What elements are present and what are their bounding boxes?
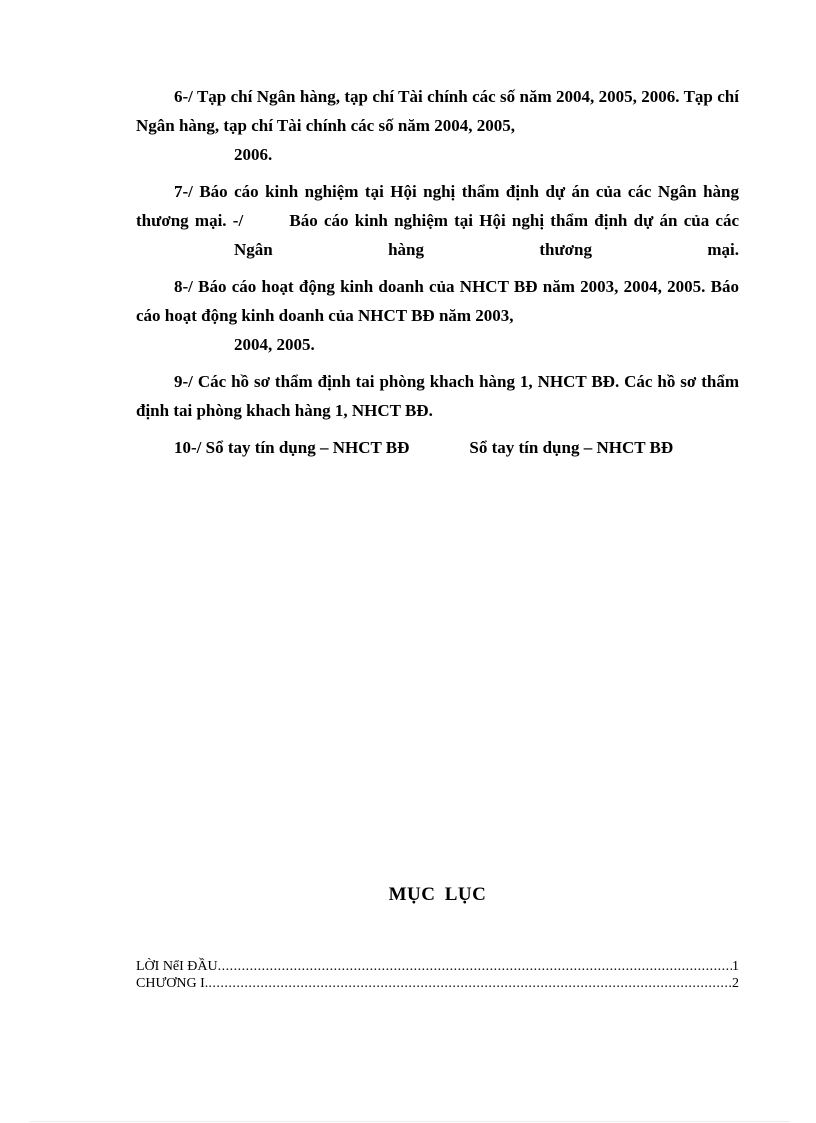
toc-entry-label: LỜI NểI ĐẦU xyxy=(136,959,218,974)
reference-item-7 xyxy=(136,177,739,264)
reference-text: 10-/ Sổ tay tín dụng – NHCT BĐ xyxy=(174,438,410,457)
toc-entry-page: 2 xyxy=(732,976,739,991)
reference-text-duplicate: Tạp chí Ngân hàng, tạp chí Tài chính các số năm 2004, 2005, xyxy=(136,87,739,135)
reference-continuation: 2004, 2005. xyxy=(234,335,315,354)
reference-text-duplicate: Sổ tay tín dụng – NHCT BĐ xyxy=(469,438,674,457)
toc-entry[interactable] xyxy=(136,958,739,975)
page-bottom-edge xyxy=(30,1121,790,1122)
reference-continuation: Ngân hàng thương mại. xyxy=(234,240,739,259)
toc-entry-page: 1 xyxy=(732,959,739,974)
toc-entry-label: CHƯƠNG I. xyxy=(136,976,209,991)
reference-text: 8-/ Báo cáo hoạt động kinh doanh của NHCT BĐ năm 2003, 2004, 2005. xyxy=(174,277,706,296)
toc-entry[interactable] xyxy=(136,975,739,992)
reference-text: 9-/ Các hồ sơ thẩm định tai phòng khach hàng 1, NHCT BĐ. xyxy=(174,372,620,391)
reference-item-6 xyxy=(136,82,739,169)
reference-item-10 xyxy=(136,433,739,462)
toc-dot-leader xyxy=(218,958,732,975)
table-of-contents xyxy=(136,958,739,992)
reference-separator: -/ xyxy=(232,211,244,230)
reference-text-duplicate: Các hồ sơ thẩm định tai phòng khach hàng 1, NHCT BĐ. xyxy=(136,372,740,420)
reference-item-9 xyxy=(136,367,739,425)
toc-title: MỤC LỤC xyxy=(388,884,487,905)
reference-item-8 xyxy=(136,272,739,359)
toc-dot-leader xyxy=(208,975,732,992)
reference-list xyxy=(136,82,739,470)
reference-continuation: 2006. xyxy=(234,145,273,164)
reference-text: 6-/ Tạp chí Ngân hàng, tạp chí Tài chính các số năm 2004, 2005, 2006. xyxy=(174,87,680,106)
reference-text-duplicate: Báo cáo hoạt động kinh doanh của NHCT BĐ năm 2003, xyxy=(136,277,739,325)
reference-text-duplicate: Báo cáo kinh nghiệm tại Hội nghị thẩm định dự án của các xyxy=(289,211,740,230)
reference-text: 7-/ Báo cáo kinh nghiệm tại Hội nghị thẩm định dự án của các Ngân hàng thương mại. xyxy=(136,182,739,230)
